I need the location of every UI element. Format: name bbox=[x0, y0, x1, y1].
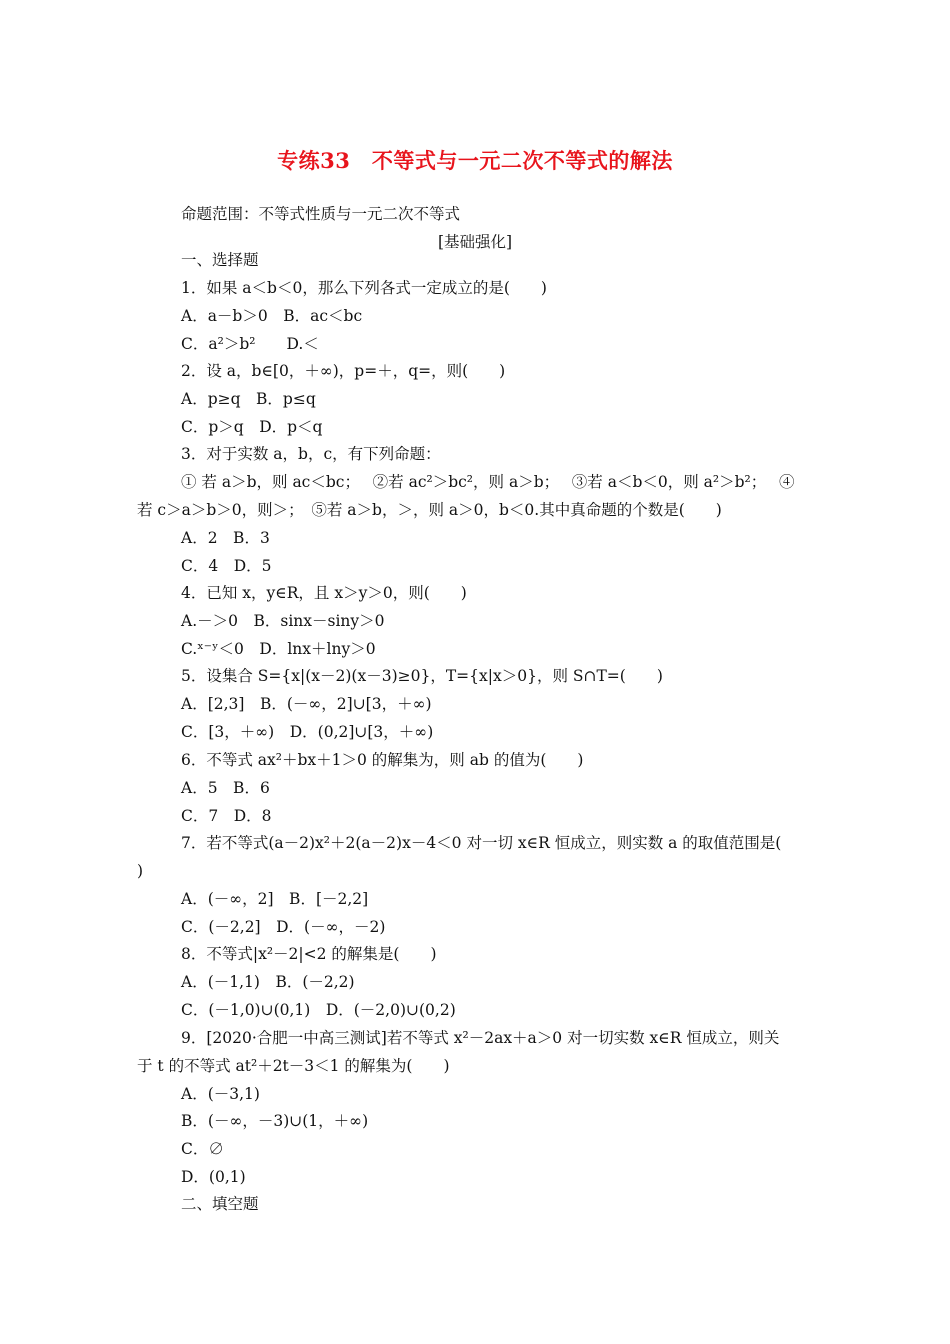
question-1-options-cd: C．a²＞b² D.＜ bbox=[181, 335, 319, 353]
question-8-options-cd: C．(－1,0)∪(0,1) D．(－2,0)∪(0,2) bbox=[181, 1001, 456, 1019]
question-2: 2．设 a，b∈[0，＋∞)，p=＋，q=，则( ) bbox=[181, 362, 506, 380]
question-3-options-ab: A．2 B．3 bbox=[181, 529, 270, 547]
question-1-options-ab: A．a－b＞0 B．ac＜bc bbox=[181, 307, 363, 325]
question-2-options-ab: A．p≥q B．p≤q bbox=[181, 390, 316, 408]
question-9: 9．[2020·合肥一中高三测试]若不等式 x²－2ax＋a＞0 对一切实数 x∈R 恒成立，则关 bbox=[181, 1029, 780, 1047]
question-3: 3．对于实数 a，b，c，有下列命题： bbox=[181, 445, 441, 463]
question-9-option-b: B．(－∞，－3)∪(1，＋∞) bbox=[181, 1112, 369, 1130]
question-1: 1．如果 a＜b＜0，那么下列各式一定成立的是( ) bbox=[181, 279, 547, 297]
section-heading-choice: 一、选择题 bbox=[181, 251, 259, 269]
question-9-option-d: D．(0,1) bbox=[181, 1168, 246, 1186]
question-7: 7．若不等式(a－2)x²＋2(a－2)x－4＜0 对一切 x∈R 恒成立，则实数 a 的取值范围是( bbox=[181, 834, 782, 852]
question-3-options-cd: C．4 D．5 bbox=[181, 557, 272, 575]
section-heading-fill: 二、填空题 bbox=[181, 1195, 259, 1213]
question-7-options-cd: C．(－2,2] D．(－∞，－2) bbox=[181, 918, 386, 936]
question-8-options-ab: A．(－1,1) B．(－2,2) bbox=[181, 973, 355, 991]
question-7-continuation: ) bbox=[137, 862, 144, 880]
question-9-continuation: 于 t 的不等式 at²＋2t－3＜1 的解集为( ) bbox=[137, 1057, 450, 1075]
question-3-statements-line1: ① 若 a＞b，则 ac＜bc； ②若 ac²＞bc²，则 a＞b； ③若 a＜b＜0，则 a²＞b²； ④ bbox=[181, 473, 795, 491]
question-7-options-ab: A．(－∞，2] B．[－2,2] bbox=[181, 890, 369, 908]
question-6-options-ab: A．5 B．6 bbox=[181, 779, 270, 797]
question-4-options-cd: C.ˣ⁻ʸ＜0 D．lnx＋lny＞0 bbox=[181, 640, 376, 658]
question-3-statements-line2: 若 c＞a＞b＞0，则＞； ⑤若 a＞b，＞，则 a＞0，b＜0.其中真命题的个数是( ) bbox=[137, 501, 722, 519]
question-9-option-c: C．∅ bbox=[181, 1140, 224, 1158]
question-2-options-cd: C．p＞q D．p＜q bbox=[181, 418, 323, 436]
question-6: 6．不等式 ax²＋bx＋1＞0 的解集为，则 ab 的值为( ) bbox=[181, 751, 584, 769]
question-6-options-cd: C．7 D．8 bbox=[181, 807, 272, 825]
scope-line: 命题范围：不等式性质与一元二次不等式 bbox=[181, 205, 461, 223]
question-9-option-a: A．(－3,1) bbox=[181, 1085, 260, 1103]
page-title: 专练33 不等式与一元二次不等式的解法 bbox=[277, 148, 673, 173]
question-5-options-cd: C．[3，＋∞) D．(0,2]∪[3，＋∞) bbox=[181, 723, 434, 741]
question-8: 8．不等式|x²－2|<2 的解集是( ) bbox=[181, 945, 437, 963]
section-tag: [基础强化] bbox=[437, 233, 513, 251]
question-4-options-ab: A.－＞0 B．sinx－siny＞0 bbox=[181, 612, 385, 630]
question-5: 5．设集合 S={x|(x－2)(x－3)≥0}，T={x|x＞0}，则 S∩T=( ) bbox=[181, 667, 663, 685]
question-4: 4．已知 x，y∈R，且 x＞y＞0，则( ) bbox=[181, 584, 467, 602]
question-5-options-ab: A．[2,3] B．(－∞，2]∪[3，＋∞) bbox=[181, 695, 432, 713]
